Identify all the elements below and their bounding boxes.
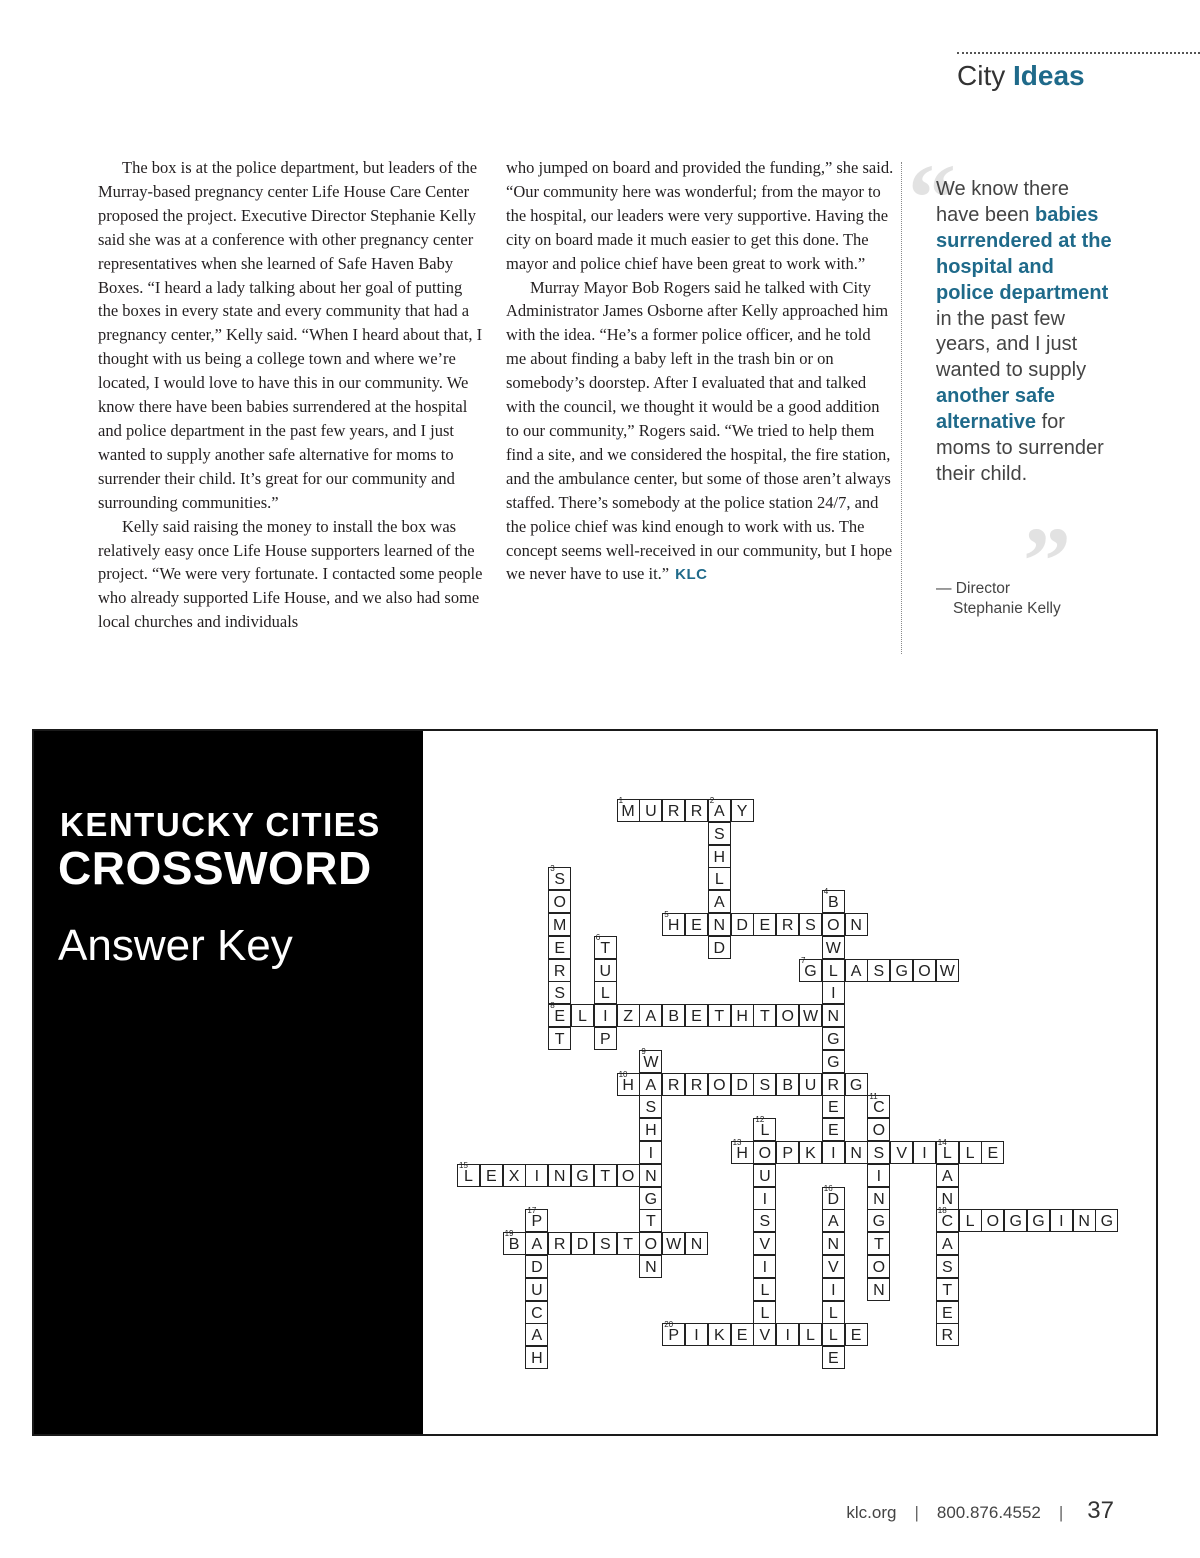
crossword-cell: N (639, 1164, 662, 1187)
page-footer (846, 1497, 1114, 1525)
crossword-cell: O (867, 1118, 890, 1141)
crossword-cell: M (548, 913, 571, 936)
crossword-cell: H (731, 1004, 754, 1027)
crossword-cell: L 12 (753, 1118, 776, 1141)
crossword-cell: I (913, 1141, 936, 1164)
crossword-cell: S (548, 981, 571, 1004)
crossword-cell: E (753, 913, 776, 936)
crossword-clue-number: 10 (618, 1069, 628, 1079)
pullquote (936, 177, 1116, 488)
crossword-cell: W (662, 1232, 685, 1255)
crossword-cell: N (1073, 1209, 1096, 1232)
crossword-cell: H 5 (662, 913, 685, 936)
crossword-cell: G 7 (799, 959, 822, 982)
crossword-cell: I (822, 1141, 845, 1164)
crossword-clue-number: 2 (709, 796, 715, 805)
crossword-cell: A (525, 1232, 548, 1255)
crossword-cell: G (1095, 1209, 1118, 1232)
crossword-cell: S 3 (548, 867, 571, 890)
crossword-cell: E (548, 936, 571, 959)
crossword-clue-number: 17 (527, 1206, 537, 1216)
crossword-cell: O (708, 1073, 731, 1096)
crossword-cell: R (685, 799, 708, 822)
crossword-cell: D (708, 936, 731, 959)
crossword-clue-number: 16 (823, 1183, 833, 1193)
crossword-cell: R (936, 1323, 959, 1346)
crossword-cell: B 4 (822, 890, 845, 913)
crossword-cell: U (639, 799, 662, 822)
crossword-cell: A (525, 1323, 548, 1346)
crossword-cell: H 13 (731, 1141, 754, 1164)
crossword-cell: U (753, 1164, 776, 1187)
crossword-cell: L 14 (936, 1141, 959, 1164)
crossword-cell: B 19 (503, 1232, 526, 1255)
crossword-cell: T (548, 1027, 571, 1050)
crossword-cell: D 16 (822, 1187, 845, 1210)
crossword-cell: S (594, 1232, 617, 1255)
crossword-cell: I (1050, 1209, 1073, 1232)
crossword-clue-number: 9 (641, 1046, 646, 1056)
crossword-cell: N (639, 1255, 662, 1278)
crossword-cell: O (776, 1004, 799, 1027)
pullquote-highlight: babies surrendered at the hospital and police department (936, 203, 1112, 304)
crossword-cell: V (890, 1141, 913, 1164)
crossword-cell: H (525, 1346, 548, 1369)
crossword-cell: D (731, 1073, 754, 1096)
crossword-cell: D (731, 913, 754, 936)
crossword-cell: T (594, 1164, 617, 1187)
article-column-2 (506, 156, 894, 587)
crossword-cell: G (845, 1073, 868, 1096)
article-column-1 (98, 156, 486, 634)
crossword-clue-number: 19 (504, 1229, 514, 1239)
crossword-cell: E (480, 1164, 503, 1187)
crossword-cell: T (708, 1004, 731, 1027)
crossword-cell: G (822, 1050, 845, 1073)
crossword-cell: S (799, 913, 822, 936)
crossword-cell: R (548, 1232, 571, 1255)
crossword-title-line1: KENTUCKY CITIES (60, 806, 381, 843)
crossword-cell: N (845, 1141, 868, 1164)
crossword-cell: O (822, 913, 845, 936)
crossword-cell: G (639, 1187, 662, 1210)
crossword-cell: W (936, 959, 959, 982)
crossword-cell: O (981, 1209, 1004, 1232)
pullquote-rule (901, 162, 902, 654)
crossword-cell: O (548, 890, 571, 913)
crossword-cell: M 1 (617, 799, 640, 822)
attribution-name: Stephanie Kelly (953, 600, 1061, 617)
crossword-cell: L (571, 1004, 594, 1027)
klc-end-mark: KLC (675, 566, 708, 584)
crossword-cell: L (822, 959, 845, 982)
crossword-cell: A (639, 1004, 662, 1027)
crossword-cell: I (753, 1255, 776, 1278)
crossword-clue-number: 12 (755, 1115, 765, 1125)
crossword-cell: G (890, 959, 913, 982)
crossword-cell: U (594, 959, 617, 982)
crossword-cell: C 11 (867, 1095, 890, 1118)
page-number: 37 (1087, 1497, 1114, 1524)
crossword-cell: E (822, 1095, 845, 1118)
footer-separator: | (1058, 1503, 1064, 1522)
crossword-cell: G (822, 1027, 845, 1050)
crossword-cell: L (799, 1323, 822, 1346)
crossword-cell: I (685, 1323, 708, 1346)
footer-website: klc.org (846, 1503, 897, 1522)
crossword-cell: C 18 (936, 1209, 959, 1232)
crossword-cell: N (936, 1187, 959, 1210)
crossword-cell: E (936, 1301, 959, 1324)
section-title-prefix: City (957, 60, 1006, 91)
crossword-cell: W (822, 936, 845, 959)
crossword-cell: E (845, 1323, 868, 1346)
crossword-cell: R (822, 1073, 845, 1096)
crossword-cell: N (822, 1004, 845, 1027)
crossword-cell: L (753, 1301, 776, 1324)
crossword-cell: N (822, 1232, 845, 1255)
crossword-cell: N (867, 1187, 890, 1210)
crossword-cell: A (708, 890, 731, 913)
crossword-cell: R (776, 913, 799, 936)
crossword-cell: S (639, 1095, 662, 1118)
crossword-cell: W (799, 1004, 822, 1027)
quote-open-mark-icon: “ (908, 144, 956, 251)
crossword-cell: T (753, 1004, 776, 1027)
crossword-cell: V (822, 1255, 845, 1278)
crossword-cell: I (822, 981, 845, 1004)
crossword-cell: H (639, 1118, 662, 1141)
crossword-cell: O (867, 1255, 890, 1278)
crossword-cell: L (959, 1141, 982, 1164)
article-paragraph: The box is at the police department, but leaders of the Murray-based pregnancy center Life House Care Center proposed the project. Executive Director Stephanie Kelly said she was at a conference with other pregnancy center representatives when she learned of Safe Haven Baby Boxes. “I heard a lady talking about her goal of putting the boxes in every state and every community that had a pregnancy center,” Kelly said. “When I heard about that, I thought with us being a college town and where we’re located, I would love to have this in our community. We know there have been babies surrendered at the hospital and police department in the past few years, and I just wanted to supply another safe alternative for moms to surrender their child. It’s great for our community and surrounding communities.” (98, 158, 483, 512)
crossword-cell: P 20 (662, 1323, 685, 1346)
crossword-cell: A (936, 1232, 959, 1255)
crossword-cell: E (685, 1004, 708, 1027)
article-paragraph (506, 276, 894, 588)
crossword-cell: V (753, 1323, 776, 1346)
crossword-cell: S (936, 1255, 959, 1278)
crossword-cell: R (662, 1073, 685, 1096)
crossword-cell: H (708, 845, 731, 868)
crossword-cell: E 8 (548, 1004, 571, 1027)
crossword-cell: U (525, 1278, 548, 1301)
crossword-cell: A (639, 1073, 662, 1096)
footer-phone: 800.876.4552 (936, 1503, 1041, 1522)
crossword-cell: O (639, 1232, 662, 1255)
crossword-cell: A (845, 959, 868, 982)
crossword-cell: E (685, 913, 708, 936)
crossword-cell: D (525, 1255, 548, 1278)
crossword-cell: B (776, 1073, 799, 1096)
crossword-cell: L (959, 1209, 982, 1232)
crossword-cell: W 9 (639, 1050, 662, 1073)
crossword-cell: G (571, 1164, 594, 1187)
crossword-clue-number: 14 (937, 1138, 947, 1147)
crossword-cell: T (617, 1232, 640, 1255)
crossword-cell: Y (731, 799, 754, 822)
crossword-cell: G (1027, 1209, 1050, 1232)
crossword-cell: V (753, 1232, 776, 1255)
crossword-cell: R (685, 1073, 708, 1096)
section-title (957, 60, 1085, 92)
crossword-clue-number: 1 (618, 796, 624, 805)
crossword-cell: T (936, 1278, 959, 1301)
pullquote-text: in the past few years, and I just wanted to supply (936, 307, 1087, 382)
pullquote-text: We know there have been (936, 178, 1070, 226)
crossword-cell: N (845, 913, 868, 936)
crossword-cell: A (822, 1209, 845, 1232)
crossword-cell: L (753, 1278, 776, 1301)
crossword-cell: I (822, 1278, 845, 1301)
crossword-cell: L (822, 1301, 845, 1324)
crossword-clue-number: 8 (550, 1001, 555, 1011)
crossword-cell: H 10 (617, 1073, 640, 1096)
crossword-cell: N (548, 1164, 571, 1187)
crossword-clue-number: 6 (595, 932, 601, 942)
crossword-cell: S (753, 1209, 776, 1232)
pullquote-attribution (936, 579, 1061, 619)
crossword-clue-number: 7 (801, 955, 806, 965)
crossword-cell: I (639, 1141, 662, 1164)
article-paragraph-text: Murray Mayor Bob Rogers said he talked with City Administrator James Osborne after Kelly approached him with the idea. “He’s a former police officer, and he told me about finding a baby left in the trash bin or on somebody’s doorstep. After I evaluated that and talked with the council, we thought it would be a good addition to our community,” Rogers said. “We tried to help them find a site, and we considered the hospital, the fire station, and the ambulance center, but some of those aren’t always staffed. There’s somebody at the police station 24/7, and the police chief was kind enough to work with us. The concept seems well-received in our community, but I hope we never have to use it.” (506, 277, 893, 584)
crossword-cell: P (776, 1141, 799, 1164)
crossword-cell: I (776, 1323, 799, 1346)
crossword-cell: R (662, 799, 685, 822)
crossword-cell: T (639, 1209, 662, 1232)
crossword-cell: I (753, 1187, 776, 1210)
crossword-clue-number: 15 (459, 1160, 468, 1170)
crossword-cell: N (685, 1232, 708, 1255)
crossword-cell: O (617, 1164, 640, 1187)
article-paragraph: Kelly said raising the money to install the box was relatively easy once Life House supporters learned of the project. “We were very fortunate. I contacted some people who already supported Life House, and we also had some local churches and individuals (98, 516, 483, 632)
crossword-cell: O (913, 959, 936, 982)
crossword-cell: I (867, 1164, 890, 1187)
crossword-cell: E (981, 1141, 1004, 1164)
footer-separator: | (914, 1503, 919, 1522)
crossword-clue-number: 13 (732, 1138, 742, 1147)
crossword-clue-number: 3 (550, 864, 555, 874)
crossword-cell: O (753, 1141, 776, 1164)
crossword-cell: E (822, 1118, 845, 1141)
crossword-cell: S (753, 1073, 776, 1096)
crossword-cell: L (822, 1323, 845, 1346)
pullquote-text: for moms to surrender their child. (936, 411, 1104, 485)
crossword-cell: N (867, 1278, 890, 1301)
crossword-clue-number: 4 (823, 887, 829, 897)
crossword-cell: D (571, 1232, 594, 1255)
crossword-cell: P (594, 1027, 617, 1050)
section-title-accent: Ideas (1013, 60, 1085, 91)
crossword-cell: I (525, 1164, 548, 1187)
crossword-cell: L (708, 867, 731, 890)
crossword-cell: T 6 (594, 936, 617, 959)
crossword-clue-number: 18 (937, 1206, 947, 1216)
crossword-cell: G (867, 1209, 890, 1232)
crossword-cell: U (799, 1073, 822, 1096)
header-dotted-rule (957, 52, 1200, 54)
crossword-cell: K (799, 1141, 822, 1164)
crossword-cell: E (731, 1323, 754, 1346)
crossword-cell: C (525, 1301, 548, 1324)
crossword-cell: R (548, 959, 571, 982)
crossword-cell: X (503, 1164, 526, 1187)
crossword-panel (32, 729, 1158, 1436)
crossword-title-line2: CROSSWORD (58, 842, 372, 894)
crossword-cell: A 2 (708, 799, 731, 822)
crossword-cell: L (594, 981, 617, 1004)
crossword-clue-number: 5 (664, 910, 669, 919)
crossword-cell: I (594, 1004, 617, 1027)
attribution-title: — Director (936, 580, 1011, 597)
quote-close-mark-icon: ” (1023, 507, 1071, 614)
crossword-cell: E (822, 1346, 845, 1369)
pullquote-highlight: another safe alternative (936, 385, 1055, 434)
crossword-cell: T (867, 1232, 890, 1255)
crossword-cell: N (708, 913, 731, 936)
crossword-cell: L 15 (457, 1164, 480, 1187)
crossword-cell: S (867, 1141, 890, 1164)
crossword-cell: Z (617, 1004, 640, 1027)
crossword-cell: S (708, 822, 731, 845)
crossword-cell: G (1004, 1209, 1027, 1232)
crossword-cell: B (662, 1004, 685, 1027)
crossword-subtitle: Answer Key (58, 921, 293, 970)
crossword-title-panel (34, 731, 423, 1434)
crossword-clue-number: 11 (869, 1092, 878, 1102)
crossword-cell: K (708, 1323, 731, 1346)
crossword-clue-number: 20 (664, 1320, 674, 1330)
crossword-cell: S (867, 959, 890, 982)
crossword-cell: A (936, 1164, 959, 1187)
article-paragraph: who jumped on board and provided the funding,” she said. “Our community here was wonderful; from the mayor to the hospital, our leaders were very supportive. Having the city on board made it much easier to get this done. The mayor and police chief have been great to work with.” (506, 158, 894, 273)
crossword-cell: P 17 (525, 1209, 548, 1232)
